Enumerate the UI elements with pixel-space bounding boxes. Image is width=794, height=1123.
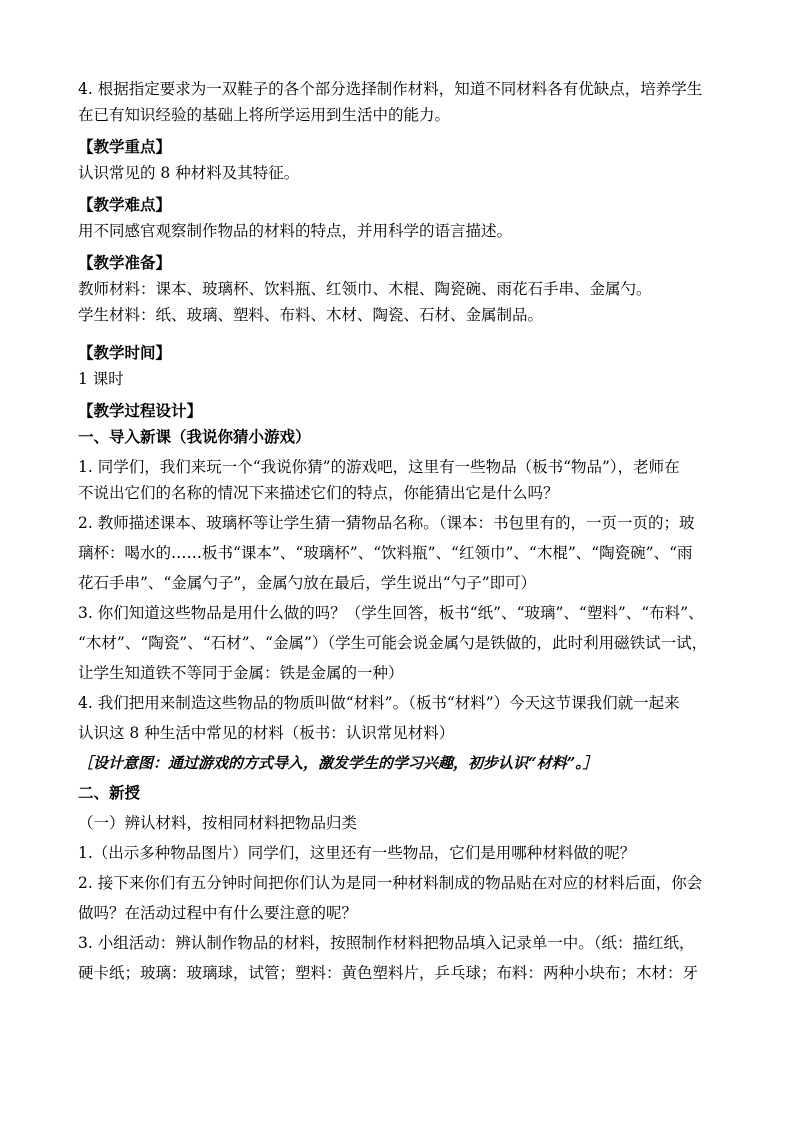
part2-line: 硬卡纸；玻璃：玻璃球，试管；塑料：黄色塑料片，乒乓球；布料：两种小块布；木材：牙 <box>78 964 699 982</box>
goal-4 <box>78 76 724 128</box>
part1-line: 2. 教师描述课本、玻璃杯等让学生猜一猜物品名称。（课本：书包里有的，一页一页的；玻 <box>78 514 695 532</box>
part1-line: 1. 同学们，我们来玩一个“我说你猜”的游戏吧，这里有一些物品（板书“物品”），老师在 <box>78 458 680 476</box>
design-intent: ［设计意图：通过游戏的方式导入，激发学生的学习兴趣，初步认识“材料”。］ <box>78 754 598 772</box>
part1-line: 让学生知道铁不等同于金属：铁是金属的一种） <box>78 664 404 682</box>
part2-title: 二、新授 <box>78 783 141 802</box>
document-page <box>78 76 724 986</box>
key-points-text: 认识常见的 8 种材料及其特征。 <box>78 164 300 182</box>
time-heading: 【教学时间】 <box>78 343 172 362</box>
part1-line: 璃杯：喝水的……板书“课本”、“玻璃杯”、“饮料瓶”、“红领巾”、“木棍”、“陶瓷碗”、“雨 <box>78 544 693 562</box>
part2-line: 做吗？在活动过程中有什么要注意的呢？ <box>78 904 358 922</box>
part1-title: 一、导入新课（我说你猜小游戏） <box>78 427 311 446</box>
preparation-heading: 【教学准备】 <box>78 253 172 272</box>
key-points-heading: 【教学重点】 <box>78 137 172 156</box>
process-heading: 【教学过程设计】 <box>78 401 203 420</box>
part2-line: 2. 接下来你们有五分钟时间把你们认为是同一种材料制成的物品贴在对应的材料后面，你会 <box>78 874 703 892</box>
part2-line: 3. 小组活动：辨认制作物品的材料，按照制作材料把物品填入记录单一中。（纸：描红纸， <box>78 934 695 952</box>
part1-body <box>78 454 724 776</box>
part1-line: 4. 我们把用来制造这些物品的物质叫做“材料”。（板书“材料”）今天这节课我们就一起来 <box>78 694 680 712</box>
part1-line: “木材”、“陶瓷”、“石材”、“金属”）（学生可能会说金属勺是铁做的，此时利用磁铁试一试， <box>78 634 708 652</box>
part2-body <box>78 840 724 986</box>
part1-line: 3. 你们知道这些物品是用什么做的吗？（学生回答，板书“纸”、“玻璃”、“塑料”、“布料”、 <box>78 604 704 622</box>
part2-sub1: （一）辨认材料，按相同材料把物品归类 <box>78 814 358 832</box>
part1-line: 不说出它们的名称的情况下来描述它们的特点，你能猜出它是什么吗？ <box>78 484 559 502</box>
part1-line: 花石手串”、“金属勺子”，金属勺放在最后，学生说出“勺子”即可） <box>78 574 537 592</box>
goal-4-line-2: 在已有知识经验的基础上将所学运用到生活中的能力。 <box>78 106 451 124</box>
part1-line: 认识这 8 种生活中常见的材料（板书：认识常见材料） <box>78 724 455 742</box>
difficulties-heading: 【教学难点】 <box>78 195 172 214</box>
student-materials: 学生材料：纸、玻璃、塑料、布料、木材、陶瓷、石材、金属制品。 <box>78 306 544 324</box>
teacher-materials: 教师材料：课本、玻璃杯、饮料瓶、红领巾、木棍、陶瓷碗、雨花石手串、金属勺。 <box>78 280 652 298</box>
goal-4-line-1: 4. 根据指定要求为一双鞋子的各个部分选择制作材料，知道不同材料各有优缺点，培养学生 <box>78 80 703 98</box>
time-text: 1 课时 <box>78 370 124 388</box>
part2-line: 1.（出示多种物品图片）同学们，这里还有一些物品，它们是用哪种材料做的呢？ <box>78 844 636 862</box>
difficulties-text: 用不同感官观察制作物品的材料的特点，并用科学的语言描述。 <box>78 222 513 240</box>
